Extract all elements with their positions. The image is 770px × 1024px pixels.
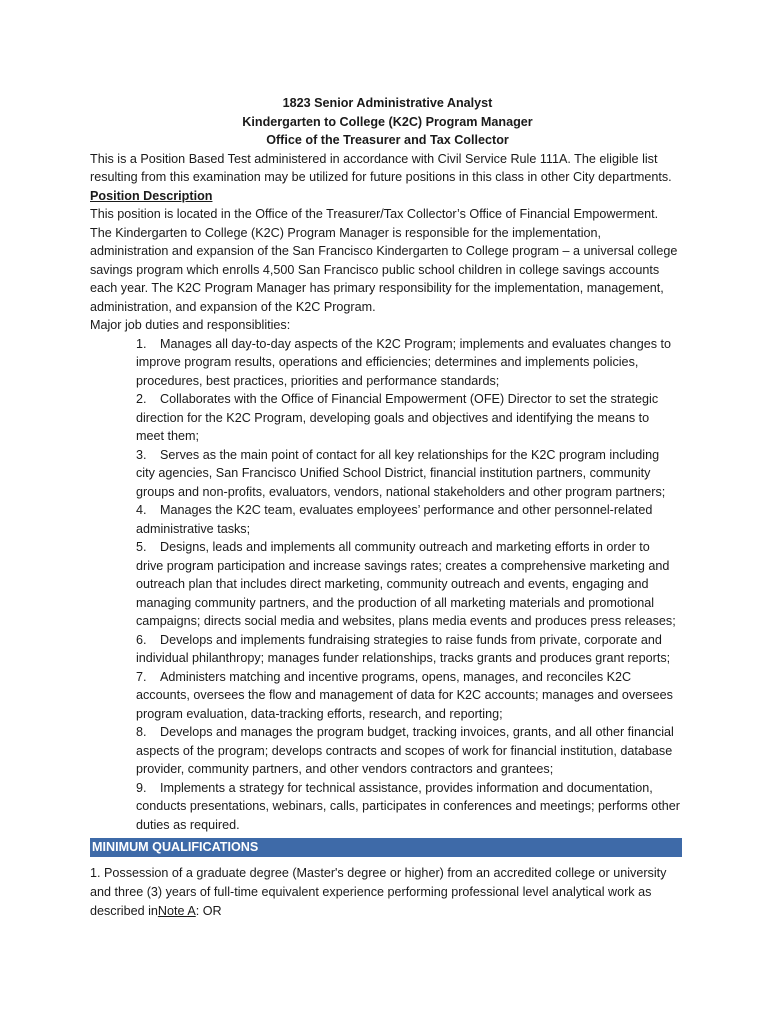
duty-line: duties as required. bbox=[136, 817, 240, 832]
duty-number: 8. bbox=[136, 725, 147, 739]
minimum-qualifications-heading: MINIMUM QUALIFICATIONS bbox=[90, 838, 682, 857]
duty-line: campaigns; directs social media and websites, plans media events and produces press releases; bbox=[136, 614, 676, 628]
duty-line: procedures, best practices, priorities and performance standards; bbox=[136, 373, 500, 388]
duty-line: outreach plan that includes direct marketing, community outreach and events, engaging and bbox=[136, 577, 649, 591]
duty-number: 1. bbox=[136, 336, 147, 351]
duty-line: Designs, leads and implements all community outreach and marketing efforts in order to bbox=[160, 540, 650, 554]
duty-line: groups and non-profits, evaluators, vendors, national stakeholders and other program partners; bbox=[136, 484, 666, 499]
duty-number: 4. bbox=[136, 503, 147, 517]
duty-item bbox=[90, 390, 685, 446]
duty-line: meet them; bbox=[136, 429, 199, 443]
intro-paragraph bbox=[90, 150, 685, 187]
duty-item bbox=[90, 668, 685, 724]
position-paragraph bbox=[90, 205, 685, 316]
qualification-line: described in bbox=[90, 904, 158, 918]
duty-item bbox=[90, 446, 685, 502]
note-a-link[interactable]: Note A bbox=[157, 904, 196, 918]
duty-line: improve program results, operations and efficiencies; determines and implements policies, bbox=[136, 355, 639, 369]
position-description-heading: Position Description bbox=[90, 188, 213, 203]
department-title: Office of the Treasurer and Tax Collector bbox=[266, 133, 509, 147]
duty-line: Serves as the main point of contact for all key relationships for the K2C program including bbox=[160, 447, 660, 462]
duty-line: direction for the K2C Program, developing goals and objectives and identifying the means to bbox=[136, 410, 650, 425]
duty-number: 5. bbox=[136, 540, 147, 554]
duty-number: 9. bbox=[136, 780, 147, 795]
position-line: This position is located in the Office of the Treasurer/Tax Collector’s Office of Financial Empowerment. bbox=[90, 207, 659, 221]
document-page bbox=[90, 94, 685, 921]
duty-line: Administers matching and incentive programs, opens, manages, and reconciles K2C bbox=[160, 669, 632, 684]
qualification-line: 1. Possession of a graduate degree (Master's degree or higher) from an accredited college or university bbox=[90, 866, 667, 880]
duty-item bbox=[90, 335, 685, 391]
duty-line: city agencies, San Francisco Unified School District, financial institution partners, community bbox=[136, 466, 651, 480]
duty-number: 2. bbox=[136, 392, 147, 406]
duty-line: managing community partners, and the production of all marketing materials and promotional bbox=[136, 595, 655, 610]
intro-line: resulting from this examination may be utilized for future positions in this class in other City departments. bbox=[90, 170, 672, 184]
duty-line: drive program participation and increase savings rates; creates a comprehensive marketing and bbox=[136, 558, 670, 573]
duty-item bbox=[90, 779, 685, 835]
duty-line: aspects of the program; develops contracts and scopes of work for financial institution, database bbox=[136, 743, 673, 758]
duty-number: 6. bbox=[136, 632, 147, 647]
position-line: each year. The K2C Program Manager has primary responsibility for the implementation, management, bbox=[90, 281, 664, 295]
duty-line: conducts presentations, webinars, calls, participates in conferences and meetings; performs other bbox=[136, 799, 680, 813]
duty-number: 7. bbox=[136, 669, 147, 684]
intro-line: This is a Position Based Test administered in accordance with Civil Service Rule 111A. The eligible list bbox=[90, 151, 658, 166]
duty-item bbox=[90, 723, 685, 779]
duty-line: administrative tasks; bbox=[136, 521, 251, 536]
duty-line: program evaluation, data-tracking efforts, research, and reporting; bbox=[136, 706, 503, 721]
position-line: The Kindergarten to College (K2C) Program Manager is responsible for the implementation, bbox=[90, 225, 601, 240]
duties-intro: Major job duties and responsiblities: bbox=[90, 318, 291, 332]
duty-line: Collaborates with the Office of Financial Empowerment (OFE) Director to set the strategic bbox=[160, 392, 659, 406]
qualification-paragraph bbox=[90, 864, 685, 921]
duty-line: Develops and implements fundraising strategies to raise funds from private, corporate and bbox=[160, 632, 662, 647]
duty-line: Manages the K2C team, evaluates employees’ performance and other personnel-related bbox=[160, 503, 653, 517]
duty-number: 3. bbox=[136, 447, 147, 462]
duty-line: Manages all day-to-day aspects of the K2C Program; implements and evaluates changes to bbox=[160, 336, 672, 351]
duty-item bbox=[90, 631, 685, 668]
duty-line: individual philanthropy; manages funder relationships, tracks grants and produces grant reports; bbox=[136, 651, 671, 665]
position-title: Kindergarten to College (K2C) Program Manager bbox=[242, 114, 533, 129]
position-line: savings program which enrolls 4,500 San Francisco public school children in college savings accounts bbox=[90, 262, 660, 277]
position-line: administration, and expansion of the K2C Program. bbox=[90, 299, 376, 314]
job-title: 1823 Senior Administrative Analyst bbox=[282, 96, 493, 110]
qualification-line: and three (3) years of full-time equivalent experience performing professional level analytical work as bbox=[90, 885, 652, 899]
duty-line: Implements a strategy for technical assistance, provides information and documentation, bbox=[160, 780, 653, 795]
duty-line: Develops and manages the program budget, tracking invoices, grants, and all other financial bbox=[160, 725, 674, 739]
duty-line: accounts, oversees the flow and management of data for K2C accounts; manages and oversees bbox=[136, 688, 673, 702]
duty-item bbox=[90, 538, 685, 631]
position-line: administration and expansion of the San Francisco Kindergarten to College program – a universal college bbox=[90, 244, 678, 258]
duty-line: provider, community partners, and other vendors contractors and grantees; bbox=[136, 762, 554, 776]
duty-item bbox=[90, 501, 685, 538]
qualification-line-end: : OR bbox=[195, 904, 222, 918]
